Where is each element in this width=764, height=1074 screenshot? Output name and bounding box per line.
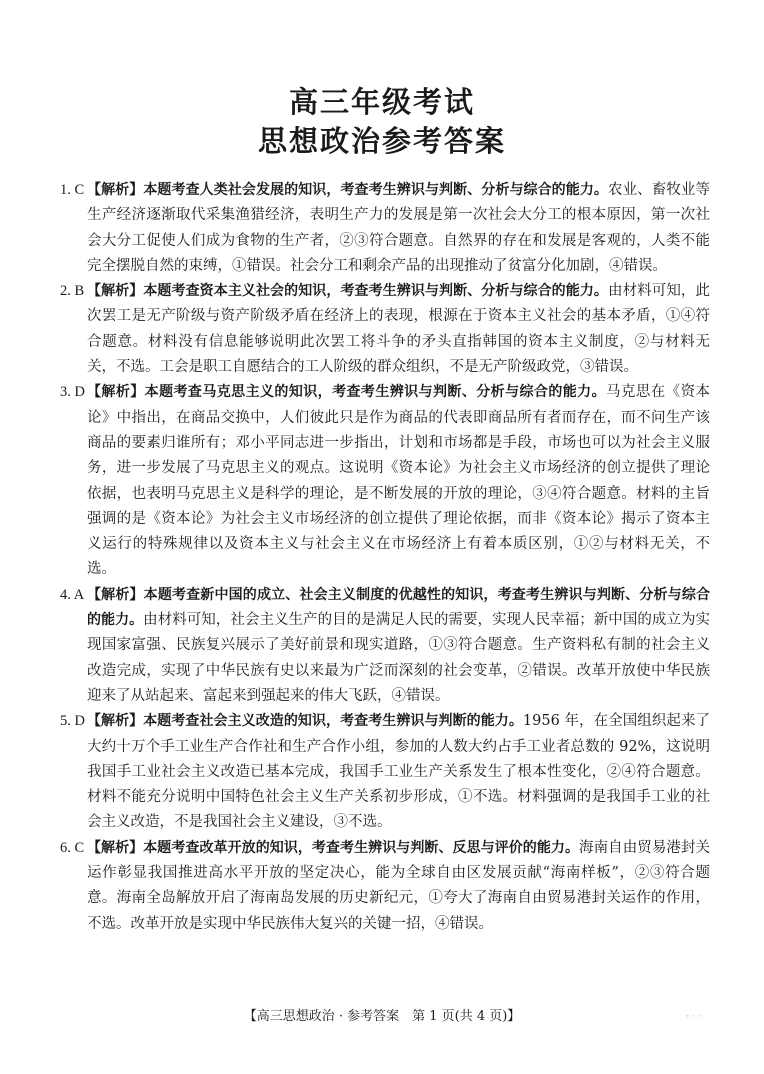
answer-item-3 (60, 380, 710, 582)
answer-body: 由材料可知，此次罢工是无产阶级与资产阶级矛盾在经济上的表现，根源在于资本主义社会的基本矛盾，①④符合题意。材料没有信息能够说明此次罢工将斗争的矛头直指韩国的资本主义制度，②与材料无关，不选。工会是职工自愿结合的工人阶级的群众组织，不是无产阶级政党，③错误。 (87, 283, 711, 376)
answer-body: 海南自由贸易港封关运作彰显我国推进高水平开放的坚定决心，能为全球自由区发展贡献“海南样板”，②③符合题意。海南全岛解放开启了海南岛发展的历史新纪元，①夸大了海南自由贸易港封关运作的作用，不选。改革开放是实现中华民族伟大复兴的关键一招，④错误。 (87, 839, 711, 932)
answer-body: 由材料可知，社会主义生产的目的是满足人民的需要，实现人民幸福；新中国的成立为实现国家富强、民族复兴展示了美好前景和现实道路，①③符合题意。生产资料私有制的社会主义改造完成，实现了中华民族有史以来最为广泛而深刻的社会变革，②错误。改革开放使中华民族迎来了从站起来、富起来到强起来的伟大飞跃，④错误。 (87, 612, 711, 704)
answer-heading: 【解析】本题考查新中国的成立、社会主义制度的优越性的知识，考查考生辨识与判断、分析与综合的能力。 (87, 586, 710, 629)
page-footer: 【高三思想政治 · 参考答案 第 1 页(共 4 页)】 (243, 1009, 521, 1024)
answer-number: 3. D (60, 384, 85, 401)
answer-heading: 【解析】本题考查改革开放的知识，考查考生辨识与判断、反思与评价的能力。 (87, 839, 580, 856)
answer-item-6 (60, 836, 710, 937)
answer-heading: 【解析】本题考查人类社会发展的知识，考查考生辨识与判断、分析与综合的能力。 (87, 182, 609, 198)
answer-heading: 【解析】本题考查社会主义改造的知识，考查考生辨识与判断的能力。 (87, 713, 523, 730)
answer-list (60, 178, 710, 937)
answer-number: 1. C (60, 182, 85, 198)
answer-body: 马克思在《资本论》中指出，在商品交换中，人们彼此只是作为商品的代表即商品所有者而存在，而不问生产该商品的要素归谁所有；邓小平同志进一步指出，计划和市场都是手段，市场也可以为社会主义服务，进一步发展了马克思主义的观点。这说明《资本论》为社会主义市场经济的创立提供了理论依据，也表明马克思主义是科学的理论，是不断发展的开放的理论，③④符合题意。材料的主旨强调的是《资本论》为社会主义市场经济的创立提供了理论依据，而非《资本论》揭示了资本主义运行的特殊规律以及资本主义与社会主义在市场经济上有着本质区别，①②与材料无关，不选。 (87, 384, 710, 578)
page-subtitle: 思想政治参考答案 (257, 124, 506, 158)
answer-item-5 (60, 709, 710, 835)
answer-item-2 (60, 279, 710, 380)
answer-body: 农业、畜牧业等生产经济逐渐取代采集渔猎经济，表明生产力的发展是第一次社会大分工的根本原因，第一次社会大分工促使人们成为食物的生产者，②③符合题意。自然界的存在和发展是客观的，人类不能完全摆脱自然的束缚，①错误。社会分工和剩余产品的出现推动了贫富分化加剧，④错误。 (87, 182, 711, 274)
answer-number: 6. C (60, 839, 85, 856)
page-title: 高三年级考试 (288, 85, 475, 119)
answer-number: 5. D (60, 713, 85, 730)
answer-heading: 【解析】本题考查资本主义社会的知识，考查考生辨识与判断、分析与综合的能力。 (87, 283, 609, 300)
answer-number: 2. B (60, 283, 85, 300)
answer-item-1 (60, 178, 710, 279)
footer-mark: · · · (686, 1012, 701, 1022)
answer-item-4 (60, 583, 710, 709)
answer-heading: 【解析】本题考查马克思主义的知识，考查考生辨识与判断、分析与综合的能力。 (87, 384, 606, 401)
answer-body: 1956 年，在全国组织起来了大约十万个手工业生产合作社和生产合作小组，参加的人数大约占手工业者总数的 92%，这说明我国手工业社会主义改造已基本完成，我国手工业生产关系发生了根本性变化，②④符合题意。材料不能充分说明中国特色社会主义生产关系初步形成，①不选。材料强调的是我国手工业的社会主义改造，不是我国社会主义建设，③不选。 (87, 713, 711, 831)
answer-number: 4. A (60, 586, 85, 603)
